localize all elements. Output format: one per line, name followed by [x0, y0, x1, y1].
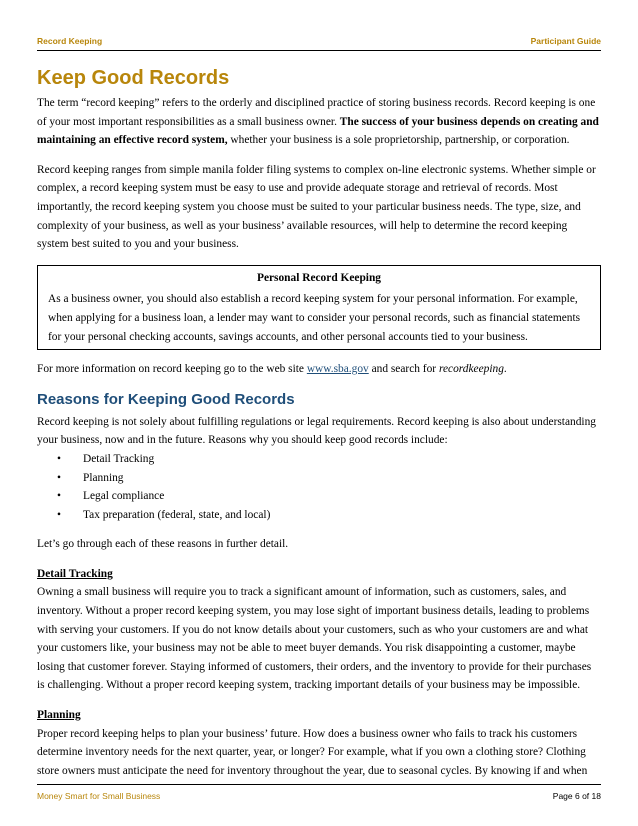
intro-tail: whether your business is a sole proprietorship, partnership, or corporation. [227, 134, 570, 147]
personal-record-keeping-box [37, 265, 601, 350]
more-info-paragraph [37, 360, 601, 379]
list-item [57, 487, 601, 506]
more-info-end: . [503, 363, 507, 376]
planning-section [37, 706, 601, 780]
bullet-icon: • [57, 471, 61, 484]
bullet-icon: • [57, 508, 61, 521]
reasons-heading: Reasons for Keeping Good Records [37, 390, 295, 408]
list-item [57, 450, 601, 469]
list-item-label: Planning [83, 471, 124, 484]
list-item-label: Legal compliance [83, 490, 165, 503]
page-number: Page 6 of 18 [552, 791, 601, 801]
detail-tracking-text: Owning a small business will require you to track a significant amount of information, such as customers, sales, and inventory. Without a proper record keeping system, you may lose sight of important business details, leading to problems with serving your customers. If you do not know details about your customers, such as who your customers are and what your customers like, your business may not be able to meet buyer demands. You risk disappointing a customer, maybe losing that customer forever. Staying informed of customers, their orders, and the inventory to provide for their purchases is challenging. Without a proper record keeping system, tracking important details of your business may be impossible. [37, 586, 592, 692]
sba-link[interactable]: www.sba.gov [306, 363, 369, 376]
detail-tracking-heading: Detail Tracking [37, 567, 113, 580]
page-header [37, 34, 601, 51]
detail-tracking-section [37, 565, 601, 695]
reasons-outro: Let’s go through each of these reasons in further detail. [37, 538, 289, 551]
intro-text: The term “record keeping” refers to the orderly and disciplined practice of storing business records. Record keeping is one of your most important responsibilities as a small business owner. [37, 97, 596, 128]
bullet-icon: • [57, 490, 61, 503]
page-content [37, 58, 601, 791]
planning-text: Proper record keeping helps to plan your business’ future. How does a business owner who fails to track his customers determine inventory needs for the next quarter, year, or longer? For example, what if you own a clothing store? Clothing store owners must anticipate the need for inventory throughout the year, due to seasonal cycles. By knowing if and when [37, 727, 588, 777]
box-text: As a business owner, you should also establish a record keeping system for your personal information. For example, when applying for a business loan, a lender may want to consider your personal records, such as financial statements for your personal checking accounts, savings accounts, and other personal accounts tied to your business. [48, 293, 581, 343]
record-systems-paragraph: Record keeping ranges from simple manila folder filing systems to complex on-line electronic systems. Whether simple or complex, a record keeping system must be easy to use and provide adequate storage and retrieval of records. Most importantly, the record keeping system you choose must be suited to your particular business needs. The type, size, and complexity of your business, as well as your business’ available resources, will help to determine the record keeping system best suited to you and your business. [37, 163, 596, 251]
list-item [57, 506, 601, 525]
header-section-title: Record Keeping [37, 36, 103, 46]
reasons-list [37, 450, 601, 524]
header-guide-label: Participant Guide [530, 36, 601, 46]
box-title: Personal Record Keeping [256, 271, 381, 284]
list-item [57, 469, 601, 488]
planning-heading: Planning [37, 709, 81, 722]
page-footer [37, 784, 601, 805]
intro-bold-text: The success of your business depends on creating and maintaining an effective record system, [37, 115, 599, 147]
list-item-label: Tax preparation (federal, state, and local) [83, 508, 271, 521]
more-info-prefix: For more information on record keeping go to the web site [37, 363, 307, 376]
footer-course-title: Money Smart for Small Business [37, 791, 161, 801]
bullet-icon: • [57, 452, 61, 465]
list-item-label: Detail Tracking [83, 452, 155, 465]
more-info-mid: and search for [368, 363, 439, 376]
intro-paragraph [37, 94, 601, 150]
page-title: Keep Good Records [37, 67, 230, 89]
search-term: recordkeeping [438, 363, 504, 376]
reasons-intro: Record keeping is not solely about fulfilling regulations or legal requirements. Record keeping is also about understanding your business, now and in the future. Reasons why you should keep good records include: [37, 415, 596, 447]
